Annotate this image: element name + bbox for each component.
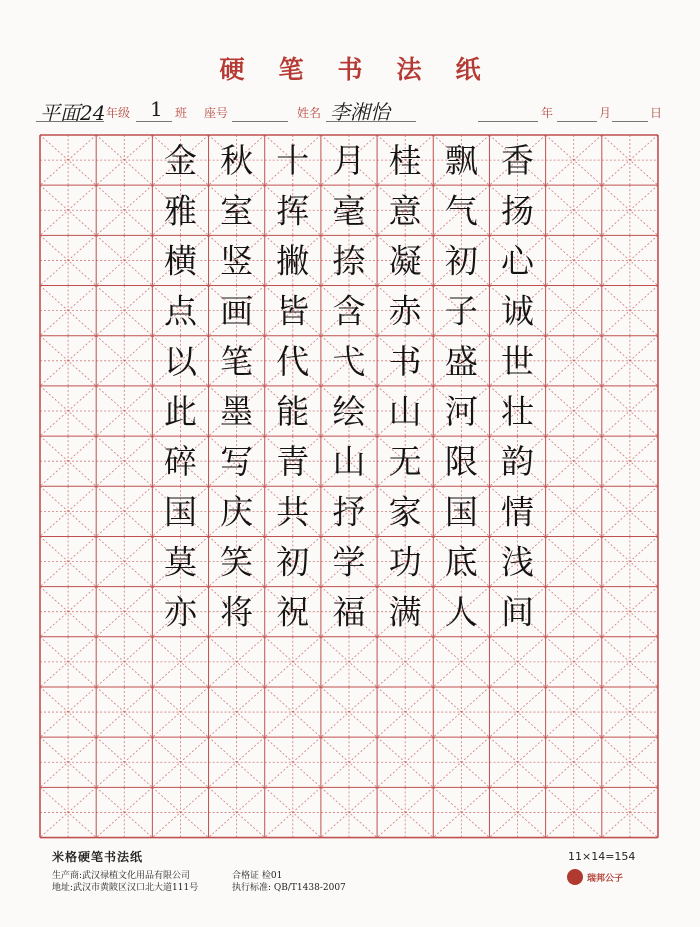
handwritten-char: 情 xyxy=(501,492,535,532)
handwritten-char: 国 xyxy=(163,492,197,532)
handwritten-char: 山 xyxy=(332,442,366,482)
handwritten-char: 间 xyxy=(501,592,535,632)
handwritten-char: 秋 xyxy=(220,141,254,181)
handwritten-char: 笑 xyxy=(220,542,254,582)
handwritten-char: 写 xyxy=(220,442,254,482)
handwritten-char: 含 xyxy=(332,291,366,331)
seat-label: 座号 xyxy=(204,106,229,120)
handwritten-char: 山 xyxy=(388,391,422,431)
handwritten-char: 此 xyxy=(163,391,197,431)
handwritten-char: 画 xyxy=(220,291,254,331)
product-name: 米格硬笔书法纸 xyxy=(52,850,144,864)
handwritten-char: 室 xyxy=(220,191,254,231)
handwritten-char: 抒 xyxy=(332,492,366,532)
handwritten-char: 莫 xyxy=(163,542,197,582)
handwritten-char: 福 xyxy=(332,592,366,632)
handwritten-char: 韵 xyxy=(501,442,535,482)
year-label: 年 xyxy=(541,106,554,120)
handwritten-char: 国 xyxy=(444,492,478,532)
handwritten-char: 弋 xyxy=(332,341,366,381)
handwritten-char: 盛 xyxy=(444,341,478,381)
handwritten-char: 月 xyxy=(332,141,366,181)
handwritten-char: 金 xyxy=(163,141,197,181)
handwritten-char: 撇 xyxy=(276,241,310,281)
handwritten-char: 诚 xyxy=(501,291,535,331)
handwritten-char: 飘 xyxy=(444,141,478,181)
handwritten-char: 书 xyxy=(388,341,422,381)
handwritten-char: 祝 xyxy=(276,592,310,632)
handwritten-char: 壮 xyxy=(501,391,535,431)
maker-text: 生产商:武汉禄植文化用品有限公司 xyxy=(52,871,191,881)
handwritten-char: 浅 xyxy=(501,542,535,582)
handwritten-char: 初 xyxy=(444,241,478,281)
handwritten-char: 限 xyxy=(444,442,478,482)
standard-text: 执行标准: QB/T1438-2007 xyxy=(232,883,346,893)
handwritten-char: 世 xyxy=(501,341,535,381)
handwritten-char: 青 xyxy=(276,442,310,482)
handwritten-char: 底 xyxy=(444,542,478,582)
handwritten-char: 皆 xyxy=(276,291,310,331)
handwritten-char: 亦 xyxy=(163,592,197,632)
handwritten-char: 点 xyxy=(163,291,197,331)
month-label: 月 xyxy=(599,106,612,120)
handwritten-char: 扬 xyxy=(501,191,535,231)
handwritten-char: 功 xyxy=(388,542,422,582)
handwritten-char: 共 xyxy=(276,492,310,532)
handwritten-char: 代 xyxy=(276,341,310,381)
class-value: 1 xyxy=(150,97,163,121)
handwritten-char: 绘 xyxy=(332,391,366,431)
handwritten-char: 初 xyxy=(276,542,310,582)
handwritten-char: 笔 xyxy=(220,341,254,381)
cert-text: 合格证 检01 xyxy=(232,871,283,881)
handwritten-char: 将 xyxy=(220,592,254,632)
handwritten-char: 无 xyxy=(388,442,422,482)
handwritten-char: 捺 xyxy=(332,241,366,281)
handwritten-char: 庆 xyxy=(220,492,254,532)
handwritten-char: 挥 xyxy=(276,191,310,231)
handwritten-char: 人 xyxy=(444,592,478,632)
handwritten-char: 心 xyxy=(501,241,535,281)
handwritten-char: 河 xyxy=(444,391,478,431)
day-label: 日 xyxy=(650,106,663,120)
address-text: 地址:武汉市黄陂区汉口北大道111号 xyxy=(52,883,199,893)
handwritten-char: 雅 xyxy=(163,191,197,231)
handwritten-char: 横 xyxy=(163,241,197,281)
grade-label: 年级 xyxy=(106,106,131,120)
handwritten-char: 能 xyxy=(276,391,310,431)
handwritten-char: 碎 xyxy=(163,442,197,482)
page-title: 硬笔书法纸 xyxy=(219,55,515,84)
handwritten-char: 桂 xyxy=(388,141,422,181)
handwritten-char: 意 xyxy=(388,191,422,231)
brand-logo-text: 瑞邦公子 xyxy=(587,874,624,884)
handwritten-char: 凝 xyxy=(388,241,422,281)
handwritten-char: 学 xyxy=(332,542,366,582)
handwritten-char: 墨 xyxy=(220,391,254,431)
name-label: 姓名 xyxy=(297,106,322,120)
handwritten-char: 以 xyxy=(163,341,197,381)
grade-value: 平面24 xyxy=(40,101,106,125)
handwritten-char: 毫 xyxy=(332,191,366,231)
class-label: 班 xyxy=(175,106,188,120)
handwritten-char: 家 xyxy=(388,492,422,532)
handwritten-char: 香 xyxy=(501,141,535,181)
handwritten-char: 子 xyxy=(444,291,478,331)
brand-logo-icon xyxy=(567,869,583,885)
handwritten-char: 十 xyxy=(276,141,310,181)
handwritten-char: 竖 xyxy=(220,241,254,281)
name-value: 李湘怡 xyxy=(330,100,390,124)
handwritten-char: 满 xyxy=(388,592,422,632)
handwritten-char: 赤 xyxy=(388,291,422,331)
spec-label: 11×14=154 xyxy=(568,850,636,863)
handwritten-char: 气 xyxy=(444,191,478,231)
